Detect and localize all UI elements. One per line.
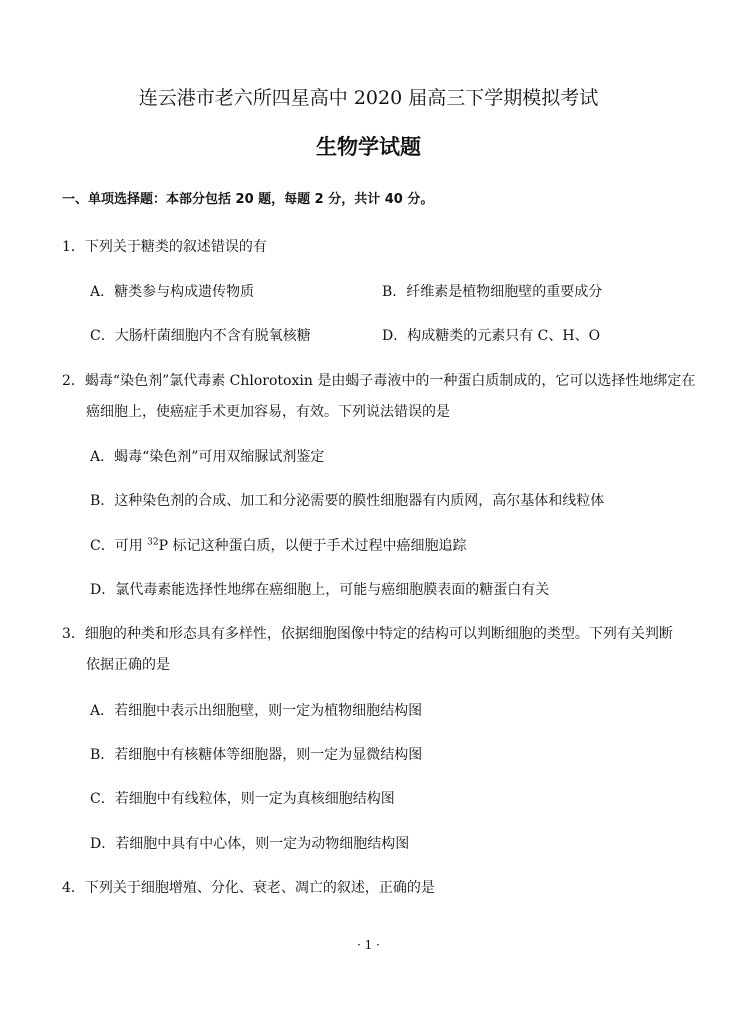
question-2-option-b: B．这种染色剂的合成、加工和分泌需要的膜性细胞器有内质网，高尔基体和线粒体 — [90, 493, 605, 509]
question-3-option-d: D．若细胞中具有中心体，则一定为动物细胞结构图 — [90, 836, 410, 852]
exam-title: 连云港市老六所四星高中 2020 届高三下学期模拟考试 — [138, 87, 599, 109]
question-1-option-c: C．大肠杆菌细胞内不含有脱氧核糖 — [90, 328, 311, 344]
question-3-option-a: A．若细胞中表示出细胞壁，则一定为植物细胞结构图 — [90, 703, 423, 719]
question-2-stem-line-1: 2．蝎毒“染色剂”氯代毒素 Chlorotoxin 是由蝎子毒液中的一种蛋白质制成的，它可以选择性地绑定在 — [62, 373, 696, 389]
question-2-option-c-prefix: C．可用 — [90, 538, 143, 554]
exam-subtitle: 生物学试题 — [316, 135, 421, 159]
question-3-option-b: B．若细胞中有核糖体等细胞器，则一定为显微结构图 — [90, 747, 423, 763]
question-3-option-c: C．若细胞中有线粒体，则一定为真核细胞结构图 — [90, 791, 395, 807]
question-2-option-c-rest: P 标记这种蛋白质，以便于手术过程中癌细胞追踪 — [158, 538, 467, 554]
section-heading: 一、单项选择题：本部分包括 20 题，每题 2 分，共计 40 分。 — [62, 192, 434, 207]
page-number: · 1 · — [357, 938, 380, 952]
question-2-option-d: D．氯代毒素能选择性地绑在癌细胞上，可能与癌细胞膜表面的糖蛋白有关 — [90, 582, 550, 598]
question-2-option-c — [90, 537, 467, 555]
question-1-option-b: B．纤维素是植物细胞壁的重要成分 — [382, 284, 603, 300]
question-4-stem: 4．下列关于细胞增殖、分化、衰老、凋亡的叙述，正确的是 — [62, 880, 435, 896]
question-1-option-d: D．构成糖类的元素只有 C、H、O — [382, 328, 601, 344]
question-2-option-a: A．蝎毒“染色剂”可用双缩脲试剂鉴定 — [90, 449, 325, 465]
question-3-stem-line-1: 3．细胞的种类和形态具有多样性，依据细胞图像中特定的结构可以判断细胞的类型。下列有关判断 — [62, 626, 673, 642]
question-1-stem: 1．下列关于糖类的叙述错误的有 — [62, 239, 267, 255]
question-3-stem-line-2: 依据正确的是 — [86, 657, 170, 673]
question-2-stem-line-2: 癌细胞上，使癌症手术更加容易，有效。下列说法错误的是 — [86, 404, 450, 420]
isotope-superscript: 32 — [147, 537, 159, 548]
question-1-option-a: A．糖类参与构成遗传物质 — [90, 284, 255, 300]
